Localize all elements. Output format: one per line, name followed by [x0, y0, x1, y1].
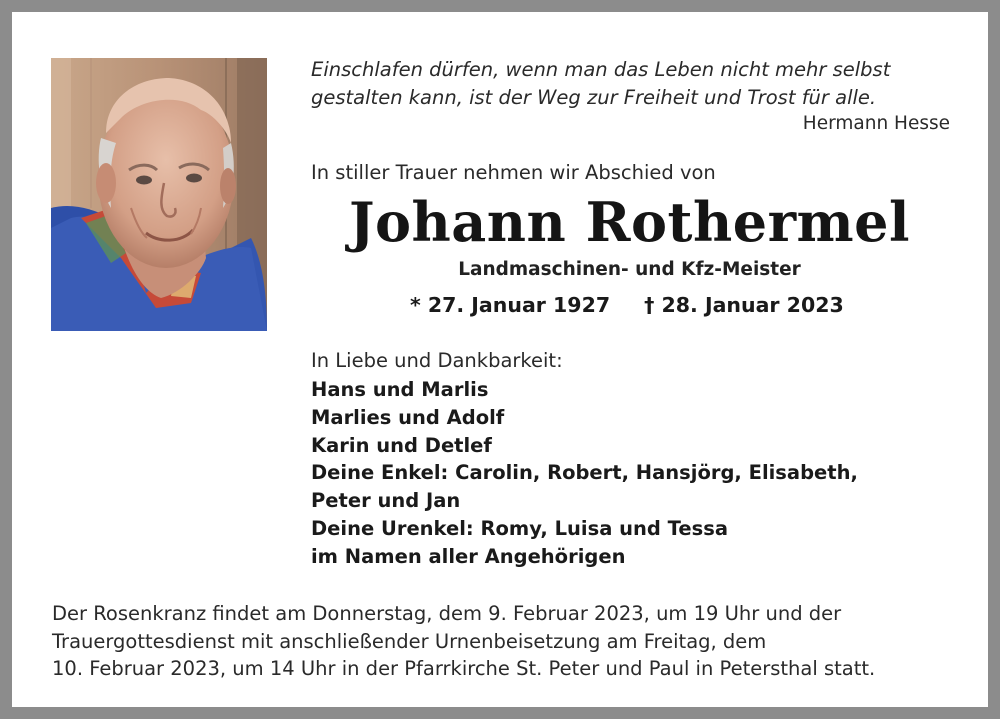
mourner-line: Marlies und Adolf [311, 405, 505, 429]
mourner-line: im Namen aller Angehörigen [311, 544, 626, 568]
death-date: † 28. Januar 2023 [644, 293, 844, 317]
quote-author: Hermann Hesse [802, 113, 950, 134]
farewell-intro: In stiller Trauer nehmen wir Abschied von [311, 161, 716, 184]
mourner-line: Peter und Jan [311, 489, 461, 513]
obituary-card [12, 12, 988, 707]
mourner-line: Deine Enkel: Carolin, Robert, Hansjörg, Elisabeth, [311, 461, 858, 485]
life-dates [410, 293, 844, 317]
notice-line: Trauergottesdienst mit anschließender Urnenbeisetzung am Freitag, dem [52, 629, 767, 653]
deceased-name: Johann Rothermel [348, 190, 911, 254]
notice-line: 10. Februar 2023, um 14 Uhr in der Pfarrkirche St. Peter und Paul in Petersthal statt. [52, 657, 876, 680]
deceased-profession: Landmaschinen- und Kfz-Meister [458, 259, 801, 280]
service-notice [52, 600, 972, 683]
portrait-photo [51, 58, 267, 331]
mourner-line: Deine Urenkel: Romy, Luisa und Tessa [311, 516, 728, 540]
mourners-list [311, 376, 858, 571]
quote-line: gestalten kann, ist der Weg zur Freiheit und Trost für alle. [311, 86, 877, 109]
quote-line: Einschlafen dürfen, wenn man das Leben nicht mehr selbst [311, 58, 891, 81]
mourner-line: Hans und Marlis [311, 378, 489, 401]
notice-line: Der Rosenkranz findet am Donnerstag, dem 9. Februar 2023, um 19 Uhr und der [52, 602, 842, 625]
birth-date: * 27. Januar 1927 [410, 293, 611, 317]
quote-block [311, 56, 951, 112]
mourner-line: Karin und Detlef [311, 433, 492, 457]
thanks-line: In Liebe und Dankbarkeit: [311, 349, 563, 372]
